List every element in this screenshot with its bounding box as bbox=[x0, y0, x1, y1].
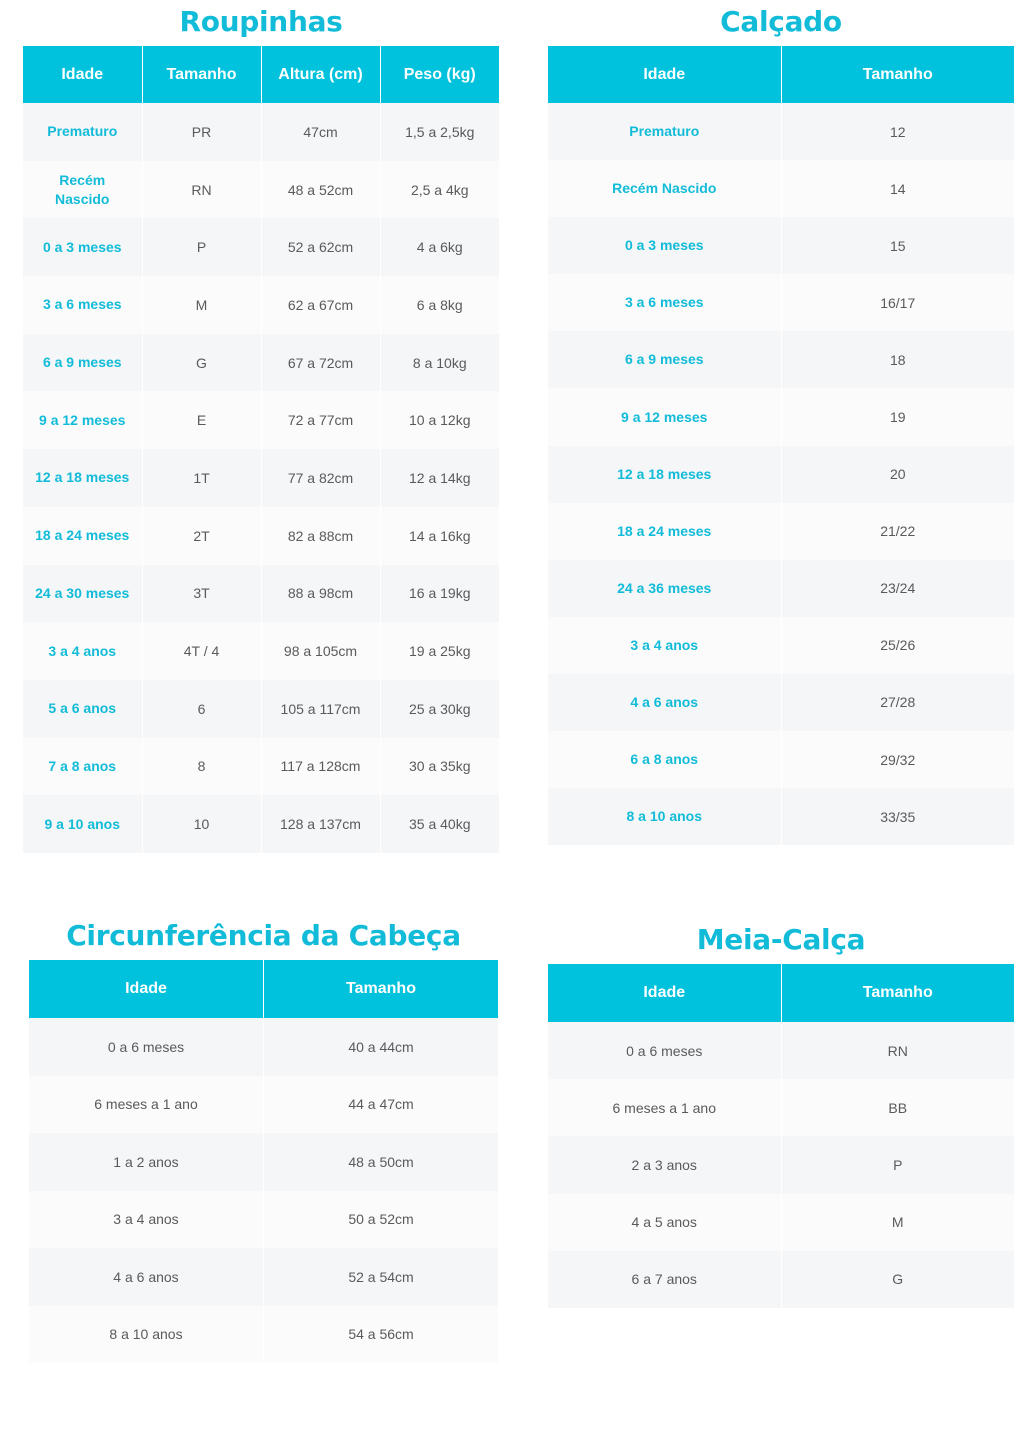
table-row bbox=[548, 331, 1014, 388]
table-row bbox=[548, 446, 1014, 503]
tamanho-cell: 18 bbox=[781, 331, 1014, 388]
idade-cell: Prematuro bbox=[548, 103, 781, 160]
column-header-tamanho: Tamanho bbox=[781, 46, 1014, 103]
table-row bbox=[29, 1248, 498, 1306]
altura-cell: 77 a 82cm bbox=[261, 449, 380, 507]
cabeca-body bbox=[29, 1018, 498, 1363]
tamanho-cell: 2T bbox=[142, 507, 261, 565]
tamanho-cell: 44 a 47cm bbox=[264, 1076, 499, 1134]
altura-cell: 47cm bbox=[261, 103, 380, 161]
table-row bbox=[548, 788, 1014, 845]
tamanho-cell: 6 bbox=[142, 680, 261, 738]
table-row bbox=[23, 218, 499, 276]
tamanho-cell: 1T bbox=[142, 449, 261, 507]
column-header-tamanho: Tamanho bbox=[781, 964, 1014, 1022]
tamanho-cell: P bbox=[781, 1136, 1014, 1193]
idade-cell: 7 a 8 anos bbox=[23, 738, 142, 796]
tamanho-cell: PR bbox=[142, 103, 261, 161]
table-row bbox=[23, 565, 499, 623]
table-row bbox=[23, 622, 499, 680]
tamanho-cell: 29/32 bbox=[781, 731, 1014, 788]
tamanho-cell: M bbox=[781, 1194, 1014, 1251]
table-row bbox=[548, 1079, 1014, 1136]
table-row bbox=[29, 1191, 498, 1249]
altura-cell: 48 a 52cm bbox=[261, 161, 380, 219]
tamanho-cell: G bbox=[142, 334, 261, 392]
altura-cell: 52 a 62cm bbox=[261, 218, 380, 276]
table-header-row bbox=[548, 46, 1014, 103]
table-row bbox=[548, 617, 1014, 674]
peso-cell: 19 a 25kg bbox=[380, 622, 499, 680]
peso-cell: 1,5 a 2,5kg bbox=[380, 103, 499, 161]
column-header-altura: Altura (cm) bbox=[261, 46, 380, 103]
tamanho-cell: 15 bbox=[781, 217, 1014, 274]
idade-cell: 12 a 18 meses bbox=[23, 449, 142, 507]
idade-cell: 3 a 6 meses bbox=[548, 274, 781, 331]
table-row bbox=[23, 161, 499, 219]
idade-cell: 5 a 6 anos bbox=[23, 680, 142, 738]
column-header-peso: Peso (kg) bbox=[380, 46, 499, 103]
idade-cell: 8 a 10 anos bbox=[548, 788, 781, 845]
idade-cell: 18 a 24 meses bbox=[23, 507, 142, 565]
table-row bbox=[29, 1306, 498, 1364]
calcado-table bbox=[548, 46, 1014, 845]
tamanho-cell: 3T bbox=[142, 565, 261, 623]
idade-cell: 3 a 4 anos bbox=[548, 617, 781, 674]
tamanho-cell: 48 a 50cm bbox=[264, 1133, 499, 1191]
altura-cell: 105 a 117cm bbox=[261, 680, 380, 738]
tamanho-cell: 19 bbox=[781, 388, 1014, 445]
tamanho-cell: 54 a 56cm bbox=[264, 1306, 499, 1364]
table-row bbox=[29, 1018, 498, 1076]
idade-cell: 9 a 10 anos bbox=[23, 795, 142, 853]
idade-cell: Prematuro bbox=[23, 103, 142, 161]
table-row bbox=[29, 1133, 498, 1191]
table-header-row bbox=[23, 46, 499, 103]
table-row bbox=[548, 1251, 1014, 1308]
table-row bbox=[548, 1136, 1014, 1193]
column-header-idade: Idade bbox=[23, 46, 142, 103]
column-header-tamanho: Tamanho bbox=[264, 960, 499, 1018]
tamanho-cell: RN bbox=[781, 1022, 1014, 1079]
idade-cell: 1 a 2 anos bbox=[29, 1133, 264, 1191]
table-row bbox=[23, 680, 499, 738]
idade-cell: 0 a 3 meses bbox=[23, 218, 142, 276]
idade-cell: 24 a 30 meses bbox=[23, 565, 142, 623]
column-header-idade: Idade bbox=[548, 964, 781, 1022]
idade-cell: 3 a 4 anos bbox=[23, 622, 142, 680]
idade-cell: 2 a 3 anos bbox=[548, 1136, 781, 1193]
calcado-title: Calçado bbox=[720, 5, 842, 38]
meia-section bbox=[548, 920, 1014, 1308]
column-header-idade: Idade bbox=[548, 46, 781, 103]
idade-cell: 4 a 5 anos bbox=[548, 1194, 781, 1251]
tamanho-cell: 27/28 bbox=[781, 674, 1014, 731]
tamanho-cell: 12 bbox=[781, 103, 1014, 160]
table-row bbox=[548, 217, 1014, 274]
tamanho-cell: BB bbox=[781, 1079, 1014, 1136]
table-row bbox=[23, 795, 499, 853]
peso-cell: 10 a 12kg bbox=[380, 391, 499, 449]
idade-cell: 0 a 6 meses bbox=[29, 1018, 264, 1076]
column-header-tamanho: Tamanho bbox=[142, 46, 261, 103]
meia-table bbox=[548, 964, 1014, 1308]
idade-cell: 0 a 3 meses bbox=[548, 217, 781, 274]
table-row bbox=[29, 1076, 498, 1134]
peso-cell: 16 a 19kg bbox=[380, 565, 499, 623]
tamanho-cell: 23/24 bbox=[781, 560, 1014, 617]
altura-cell: 88 a 98cm bbox=[261, 565, 380, 623]
altura-cell: 117 a 128cm bbox=[261, 738, 380, 796]
idade-cell: 0 a 6 meses bbox=[548, 1022, 781, 1079]
cabeca-section bbox=[29, 914, 498, 1363]
table-row bbox=[548, 160, 1014, 217]
tamanho-cell: 50 a 52cm bbox=[264, 1191, 499, 1249]
idade-cell: 8 a 10 anos bbox=[29, 1306, 264, 1364]
altura-cell: 82 a 88cm bbox=[261, 507, 380, 565]
idade-cell: 6 meses a 1 ano bbox=[29, 1076, 264, 1134]
idade-cell: 6 meses a 1 ano bbox=[548, 1079, 781, 1136]
table-row bbox=[548, 388, 1014, 445]
altura-cell: 98 a 105cm bbox=[261, 622, 380, 680]
table-row bbox=[548, 103, 1014, 160]
altura-cell: 72 a 77cm bbox=[261, 391, 380, 449]
cabeca-title: Circunferência da Cabeça bbox=[66, 919, 461, 952]
tamanho-cell: 10 bbox=[142, 795, 261, 853]
table-row bbox=[23, 449, 499, 507]
peso-cell: 6 a 8kg bbox=[380, 276, 499, 334]
tamanho-cell: 52 a 54cm bbox=[264, 1248, 499, 1306]
peso-cell: 14 a 16kg bbox=[380, 507, 499, 565]
table-row bbox=[548, 560, 1014, 617]
meia-body bbox=[548, 1022, 1014, 1308]
idade-cell: 3 a 4 anos bbox=[29, 1191, 264, 1249]
tamanho-cell: G bbox=[781, 1251, 1014, 1308]
tamanho-cell: 21/22 bbox=[781, 503, 1014, 560]
peso-cell: 8 a 10kg bbox=[380, 334, 499, 392]
idade-cell: 12 a 18 meses bbox=[548, 446, 781, 503]
peso-cell: 30 a 35kg bbox=[380, 738, 499, 796]
idade-cell: 6 a 9 meses bbox=[548, 331, 781, 388]
table-row bbox=[548, 731, 1014, 788]
tamanho-cell: 33/35 bbox=[781, 788, 1014, 845]
idade-cell: 6 a 8 anos bbox=[548, 731, 781, 788]
idade-cell: 3 a 6 meses bbox=[23, 276, 142, 334]
roupinhas-section bbox=[23, 2, 499, 853]
peso-cell: 4 a 6kg bbox=[380, 218, 499, 276]
tamanho-cell: 25/26 bbox=[781, 617, 1014, 674]
idade-cell: 6 a 9 meses bbox=[23, 334, 142, 392]
peso-cell: 2,5 a 4kg bbox=[380, 161, 499, 219]
altura-cell: 62 a 67cm bbox=[261, 276, 380, 334]
table-row bbox=[23, 391, 499, 449]
roupinhas-title: Roupinhas bbox=[179, 5, 343, 38]
tamanho-cell: P bbox=[142, 218, 261, 276]
table-row bbox=[23, 507, 499, 565]
tamanho-cell: 14 bbox=[781, 160, 1014, 217]
table-row bbox=[23, 276, 499, 334]
tamanho-cell: RN bbox=[142, 161, 261, 219]
calcado-section bbox=[548, 2, 1014, 845]
table-row bbox=[23, 103, 499, 161]
table-row bbox=[23, 738, 499, 796]
altura-cell: 67 a 72cm bbox=[261, 334, 380, 392]
table-row bbox=[548, 1194, 1014, 1251]
idade-cell: 4 a 6 anos bbox=[29, 1248, 264, 1306]
idade-cell: 24 a 36 meses bbox=[548, 560, 781, 617]
cabeca-table bbox=[29, 960, 498, 1363]
peso-cell: 35 a 40kg bbox=[380, 795, 499, 853]
meia-title: Meia-Calça bbox=[696, 923, 866, 956]
tamanho-cell: M bbox=[142, 276, 261, 334]
tamanho-cell: 4T / 4 bbox=[142, 622, 261, 680]
idade-cell: 6 a 7 anos bbox=[548, 1251, 781, 1308]
tamanho-cell: 20 bbox=[781, 446, 1014, 503]
tamanho-cell: 40 a 44cm bbox=[264, 1018, 499, 1076]
idade-cell: Recém Nascido bbox=[548, 160, 781, 217]
table-row bbox=[548, 503, 1014, 560]
table-row bbox=[548, 1022, 1014, 1079]
column-header-idade: Idade bbox=[29, 960, 264, 1018]
table-row bbox=[548, 274, 1014, 331]
table-header-row bbox=[548, 964, 1014, 1022]
table-header-row bbox=[29, 960, 498, 1018]
idade-cell: Recém Nascido bbox=[23, 161, 142, 219]
tamanho-cell: 16/17 bbox=[781, 274, 1014, 331]
tamanho-cell: 8 bbox=[142, 738, 261, 796]
table-row bbox=[23, 334, 499, 392]
calcado-body bbox=[548, 103, 1014, 845]
idade-cell: 9 a 12 meses bbox=[23, 391, 142, 449]
roupinhas-table bbox=[23, 46, 499, 853]
peso-cell: 25 a 30kg bbox=[380, 680, 499, 738]
idade-cell: 9 a 12 meses bbox=[548, 388, 781, 445]
idade-cell: 18 a 24 meses bbox=[548, 503, 781, 560]
peso-cell: 12 a 14kg bbox=[380, 449, 499, 507]
roupinhas-body bbox=[23, 103, 499, 853]
altura-cell: 128 a 137cm bbox=[261, 795, 380, 853]
idade-cell: 4 a 6 anos bbox=[548, 674, 781, 731]
tamanho-cell: E bbox=[142, 391, 261, 449]
table-row bbox=[548, 674, 1014, 731]
